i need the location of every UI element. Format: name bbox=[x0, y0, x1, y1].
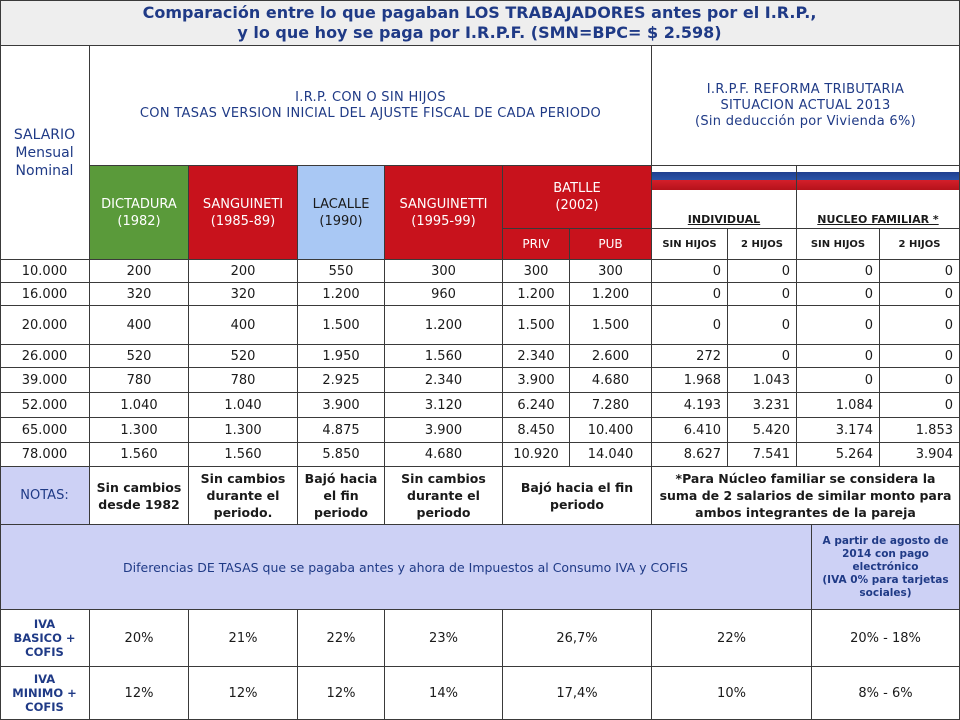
irp-header bbox=[90, 46, 652, 166]
note-irpf-line-1: *Para Núcleo familiar se considera la bbox=[675, 471, 936, 486]
agosto-note-line-4: (IVA 0% para tarjetas bbox=[822, 573, 949, 586]
table-cell-ind-2-hijos: 0 bbox=[728, 283, 797, 306]
irpf-header bbox=[652, 46, 960, 166]
iva-minimo-sanguinetti-2: 14% bbox=[385, 667, 503, 720]
iva-minimo-label-line: IVA bbox=[33, 672, 56, 686]
note-lacalle bbox=[298, 467, 385, 525]
table-cell-ind-sin-hijos: 272 bbox=[652, 345, 728, 368]
note-sanguinetti-2-line-1: Sin cambios bbox=[401, 471, 486, 486]
period-batlle bbox=[503, 166, 652, 229]
table-cell-nuc-2-hijos: 0 bbox=[880, 393, 960, 418]
table-cell-nuc-sin-hijos: 1.084 bbox=[797, 393, 880, 418]
table-cell-ind-sin-hijos: 0 bbox=[652, 283, 728, 306]
table-cell-salario: 16.000 bbox=[0, 283, 90, 306]
table-cell-ind-sin-hijos: 4.193 bbox=[652, 393, 728, 418]
agosto-note-line-3: electrónico bbox=[852, 560, 919, 573]
iva-basico-lacalle: 22% bbox=[298, 610, 385, 667]
table-cell-batlle-pub: 2.600 bbox=[570, 345, 652, 368]
note-sanguinetti-2-line-3: periodo bbox=[416, 505, 471, 520]
iva-minimo-actual: 10% bbox=[652, 667, 812, 720]
table-cell-batlle-priv: 3.900 bbox=[503, 368, 570, 393]
table-cell-salario: 52.000 bbox=[0, 393, 90, 418]
table-cell-ind-2-hijos: 0 bbox=[728, 306, 797, 345]
table-cell-lacalle: 550 bbox=[298, 260, 385, 283]
note-irpf-nucleo bbox=[652, 467, 960, 525]
table-cell-nuc-2-hijos: 0 bbox=[880, 306, 960, 345]
table-cell-batlle-priv: 300 bbox=[503, 260, 570, 283]
table-cell-nuc-sin-hijos: 0 bbox=[797, 283, 880, 306]
table-cell-sanguinetti-2: 960 bbox=[385, 283, 503, 306]
iva-minimo-label-line: MINIMO + bbox=[12, 686, 77, 700]
table-cell-batlle-pub: 1.500 bbox=[570, 306, 652, 345]
iva-basico-actual: 22% bbox=[652, 610, 812, 667]
irpf-individual-2-hijos: 2 HIJOS bbox=[728, 229, 797, 260]
table-cell-salario: 20.000 bbox=[0, 306, 90, 345]
note-batlle-line-1: Bajó hacia el fin bbox=[520, 479, 634, 495]
table-cell-batlle-priv: 6.240 bbox=[503, 393, 570, 418]
note-sanguineti-1-line-1: Sin cambios bbox=[200, 471, 286, 486]
note-sanguinetti-2-line-2: durante el bbox=[407, 488, 480, 503]
table-cell-batlle-pub: 14.040 bbox=[570, 443, 652, 467]
table-cell-sanguineti-1: 1.040 bbox=[189, 393, 298, 418]
agosto-2014-note bbox=[812, 525, 960, 610]
table-cell-ind-2-hijos: 3.231 bbox=[728, 393, 797, 418]
batlle-priv: PRIV bbox=[503, 229, 570, 260]
table-cell-sanguinetti-2: 2.340 bbox=[385, 368, 503, 393]
iva-minimo-lacalle: 12% bbox=[298, 667, 385, 720]
irpf-nucleo-sin-hijos: SIN HIJOS bbox=[797, 229, 880, 260]
iva-minimo-batlle: 17,4% bbox=[503, 667, 652, 720]
irp-header-line-2: CON TASAS VERSION INICIAL DEL AJUSTE FISCAL DE CADA PERIODO bbox=[139, 105, 602, 121]
table-cell-nuc-2-hijos: 0 bbox=[880, 283, 960, 306]
period-sanguineti-1 bbox=[189, 166, 298, 260]
table-cell-ind-sin-hijos: 6.410 bbox=[652, 418, 728, 443]
irpf-header-line-3: (Sin deducción por Vivienda 6%) bbox=[694, 113, 917, 129]
salario-label-2: Mensual bbox=[15, 144, 74, 161]
irpf-nucleo-label: NUCLEO FAMILIAR * bbox=[817, 213, 939, 226]
period-sanguinetti-2-name: SANGUINETTI bbox=[399, 196, 488, 212]
salario-label-1: SALARIO bbox=[13, 126, 76, 143]
table-cell-sanguineti-1: 200 bbox=[189, 260, 298, 283]
table-cell-batlle-pub: 300 bbox=[570, 260, 652, 283]
table-cell-sanguineti-1: 520 bbox=[189, 345, 298, 368]
period-sanguinetti-2 bbox=[385, 166, 503, 260]
table-cell-dictadura: 1.040 bbox=[90, 393, 189, 418]
salario-header bbox=[0, 46, 90, 260]
table-cell-batlle-priv: 10.920 bbox=[503, 443, 570, 467]
note-batlle-line-2: periodo bbox=[550, 496, 604, 512]
table-cell-ind-sin-hijos: 0 bbox=[652, 260, 728, 283]
table-cell-lacalle: 1.200 bbox=[298, 283, 385, 306]
table-cell-ind-2-hijos: 0 bbox=[728, 260, 797, 283]
iva-minimo-agosto-2014: 8% - 6% bbox=[812, 667, 960, 720]
table-cell-lacalle: 1.500 bbox=[298, 306, 385, 345]
table-cell-nuc-2-hijos: 3.904 bbox=[880, 443, 960, 467]
note-sanguineti-1-line-3: periodo. bbox=[213, 505, 273, 520]
table-cell-ind-2-hijos: 1.043 bbox=[728, 368, 797, 393]
table-cell-sanguineti-1: 1.300 bbox=[189, 418, 298, 443]
table-cell-lacalle: 1.950 bbox=[298, 345, 385, 368]
period-lacalle-year: (1990) bbox=[319, 213, 363, 229]
period-dictadura-name: DICTADURA bbox=[101, 196, 177, 212]
table-cell-sanguinetti-2: 3.120 bbox=[385, 393, 503, 418]
irpf-individual-sin-hijos: SIN HIJOS bbox=[652, 229, 728, 260]
table-cell-ind-2-hijos: 5.420 bbox=[728, 418, 797, 443]
table-cell-batlle-pub: 10.400 bbox=[570, 418, 652, 443]
table-cell-dictadura: 1.300 bbox=[90, 418, 189, 443]
table-title bbox=[0, 0, 960, 46]
table-cell-sanguineti-1: 320 bbox=[189, 283, 298, 306]
irp-header-line-1: I.R.P. CON O SIN HIJOS bbox=[295, 89, 446, 105]
iva-minimo-label-line: COFIS bbox=[25, 700, 64, 714]
iva-basico-sanguinetti-2: 23% bbox=[385, 610, 503, 667]
period-dictadura bbox=[90, 166, 189, 260]
title-line-1: Comparación entre lo que pagaban LOS TRABAJADORES antes por el I.R.P., bbox=[142, 2, 817, 22]
agosto-note-line-2: 2014 con pago bbox=[842, 547, 929, 560]
iva-basico-dictadura: 20% bbox=[90, 610, 189, 667]
table-cell-salario: 39.000 bbox=[0, 368, 90, 393]
table-cell-sanguinetti-2: 1.560 bbox=[385, 345, 503, 368]
table-cell-batlle-priv: 2.340 bbox=[503, 345, 570, 368]
table-cell-batlle-priv: 1.200 bbox=[503, 283, 570, 306]
table-cell-salario: 65.000 bbox=[0, 418, 90, 443]
period-lacalle-name: LACALLE bbox=[312, 196, 370, 212]
period-lacalle bbox=[298, 166, 385, 260]
table-cell-sanguinetti-2: 4.680 bbox=[385, 443, 503, 467]
table-cell-nuc-2-hijos: 0 bbox=[880, 345, 960, 368]
table-cell-nuc-2-hijos: 1.853 bbox=[880, 418, 960, 443]
table-cell-lacalle: 3.900 bbox=[298, 393, 385, 418]
table-cell-lacalle: 4.875 bbox=[298, 418, 385, 443]
table-cell-salario: 78.000 bbox=[0, 443, 90, 467]
iva-basico-sanguineti-1: 21% bbox=[189, 610, 298, 667]
irpf-individual-label: INDIVIDUAL bbox=[687, 213, 761, 226]
iva-basico-label-line: COFIS bbox=[25, 645, 64, 659]
table-cell-ind-sin-hijos: 0 bbox=[652, 306, 728, 345]
agosto-note-line-1: A partir de agosto de bbox=[822, 534, 949, 547]
table-cell-batlle-pub: 4.680 bbox=[570, 368, 652, 393]
table-cell-lacalle: 5.850 bbox=[298, 443, 385, 467]
table-cell-sanguinetti-2: 3.900 bbox=[385, 418, 503, 443]
iva-basico-label bbox=[0, 610, 90, 667]
table-cell-lacalle: 2.925 bbox=[298, 368, 385, 393]
table-cell-sanguinetti-2: 300 bbox=[385, 260, 503, 283]
table-cell-nuc-sin-hijos: 0 bbox=[797, 368, 880, 393]
table-cell-ind-sin-hijos: 8.627 bbox=[652, 443, 728, 467]
table-cell-batlle-pub: 1.200 bbox=[570, 283, 652, 306]
table-cell-batlle-pub: 7.280 bbox=[570, 393, 652, 418]
table-cell-dictadura: 400 bbox=[90, 306, 189, 345]
table-cell-nuc-2-hijos: 0 bbox=[880, 260, 960, 283]
period-sanguineti-1-year: (1985-89) bbox=[210, 213, 276, 229]
diferencias-tasas-banner: Diferencias DE TASAS que se pagaba antes y ahora de Impuestos al Consumo IVA y COFIS bbox=[0, 525, 812, 610]
agosto-note-line-5: sociales) bbox=[859, 586, 912, 599]
table-cell-sanguineti-1: 1.560 bbox=[189, 443, 298, 467]
table-cell-batlle-priv: 8.450 bbox=[503, 418, 570, 443]
table-cell-dictadura: 200 bbox=[90, 260, 189, 283]
iva-basico-label-line: BASICO + bbox=[13, 631, 76, 645]
table-cell-salario: 10.000 bbox=[0, 260, 90, 283]
note-dictadura bbox=[90, 467, 189, 525]
irpf-nucleo-2-hijos: 2 HIJOS bbox=[880, 229, 960, 260]
iva-minimo-sanguineti-1: 12% bbox=[189, 667, 298, 720]
period-batlle-year: (2002) bbox=[555, 198, 599, 213]
table-cell-ind-sin-hijos: 1.968 bbox=[652, 368, 728, 393]
irpf-nucleo-familiar bbox=[797, 166, 960, 229]
note-irpf-line-3: ambos integrantes de la pareja bbox=[695, 505, 916, 520]
iva-minimo-label bbox=[0, 667, 90, 720]
table-cell-sanguineti-1: 780 bbox=[189, 368, 298, 393]
table-cell-dictadura: 780 bbox=[90, 368, 189, 393]
iva-basico-label-line: IVA bbox=[33, 617, 56, 631]
period-batlle-name: BATLLE bbox=[553, 181, 601, 196]
table-cell-dictadura: 320 bbox=[90, 283, 189, 306]
salario-label-3: Nominal bbox=[15, 162, 74, 179]
irpf-header-line-2: SITUACION ACTUAL 2013 bbox=[720, 97, 891, 113]
table-cell-dictadura: 1.560 bbox=[90, 443, 189, 467]
note-lacalle-line-1: Bajó hacia bbox=[304, 471, 378, 486]
table-cell-batlle-priv: 1.500 bbox=[503, 306, 570, 345]
note-dictadura-line-2: desde 1982 bbox=[98, 496, 180, 512]
table-cell-nuc-sin-hijos: 3.174 bbox=[797, 418, 880, 443]
table-cell-nuc-sin-hijos: 0 bbox=[797, 260, 880, 283]
note-lacalle-line-2: el fin bbox=[323, 488, 359, 503]
period-dictadura-year: (1982) bbox=[117, 213, 161, 229]
period-sanguineti-1-name: SANGUINETI bbox=[202, 196, 284, 212]
table-cell-ind-2-hijos: 0 bbox=[728, 345, 797, 368]
note-irpf-line-2: suma de 2 salarios de similar monto para bbox=[659, 488, 952, 503]
irpf-individual bbox=[652, 166, 797, 229]
table-cell-dictadura: 520 bbox=[90, 345, 189, 368]
table-cell-sanguinetti-2: 1.200 bbox=[385, 306, 503, 345]
table-cell-nuc-2-hijos: 0 bbox=[880, 368, 960, 393]
table-cell-salario: 26.000 bbox=[0, 345, 90, 368]
note-sanguinetti-2 bbox=[385, 467, 503, 525]
period-sanguinetti-2-year: (1995-99) bbox=[411, 213, 476, 229]
batlle-pub: PUB bbox=[570, 229, 652, 260]
table-cell-nuc-sin-hijos: 0 bbox=[797, 306, 880, 345]
note-batlle bbox=[503, 467, 652, 525]
note-sanguineti-1-line-2: durante el bbox=[206, 488, 280, 503]
notas-label: NOTAS: bbox=[0, 467, 90, 525]
table-cell-nuc-sin-hijos: 0 bbox=[797, 345, 880, 368]
table-cell-sanguineti-1: 400 bbox=[189, 306, 298, 345]
iva-minimo-dictadura: 12% bbox=[90, 667, 189, 720]
iva-basico-agosto-2014: 20% - 18% bbox=[812, 610, 960, 667]
title-line-2: y lo que hoy se paga por I.R.P.F. (SMN=BPC= $ 2.598) bbox=[237, 22, 722, 42]
table-cell-nuc-sin-hijos: 5.264 bbox=[797, 443, 880, 467]
irpf-header-line-1: I.R.P.F. REFORMA TRIBUTARIA bbox=[706, 81, 905, 97]
note-dictadura-line-1: Sin cambios bbox=[96, 479, 182, 495]
note-sanguineti-1 bbox=[189, 467, 298, 525]
iva-basico-batlle: 26,7% bbox=[503, 610, 652, 667]
table-cell-ind-2-hijos: 7.541 bbox=[728, 443, 797, 467]
note-lacalle-line-3: periodo bbox=[314, 505, 368, 520]
